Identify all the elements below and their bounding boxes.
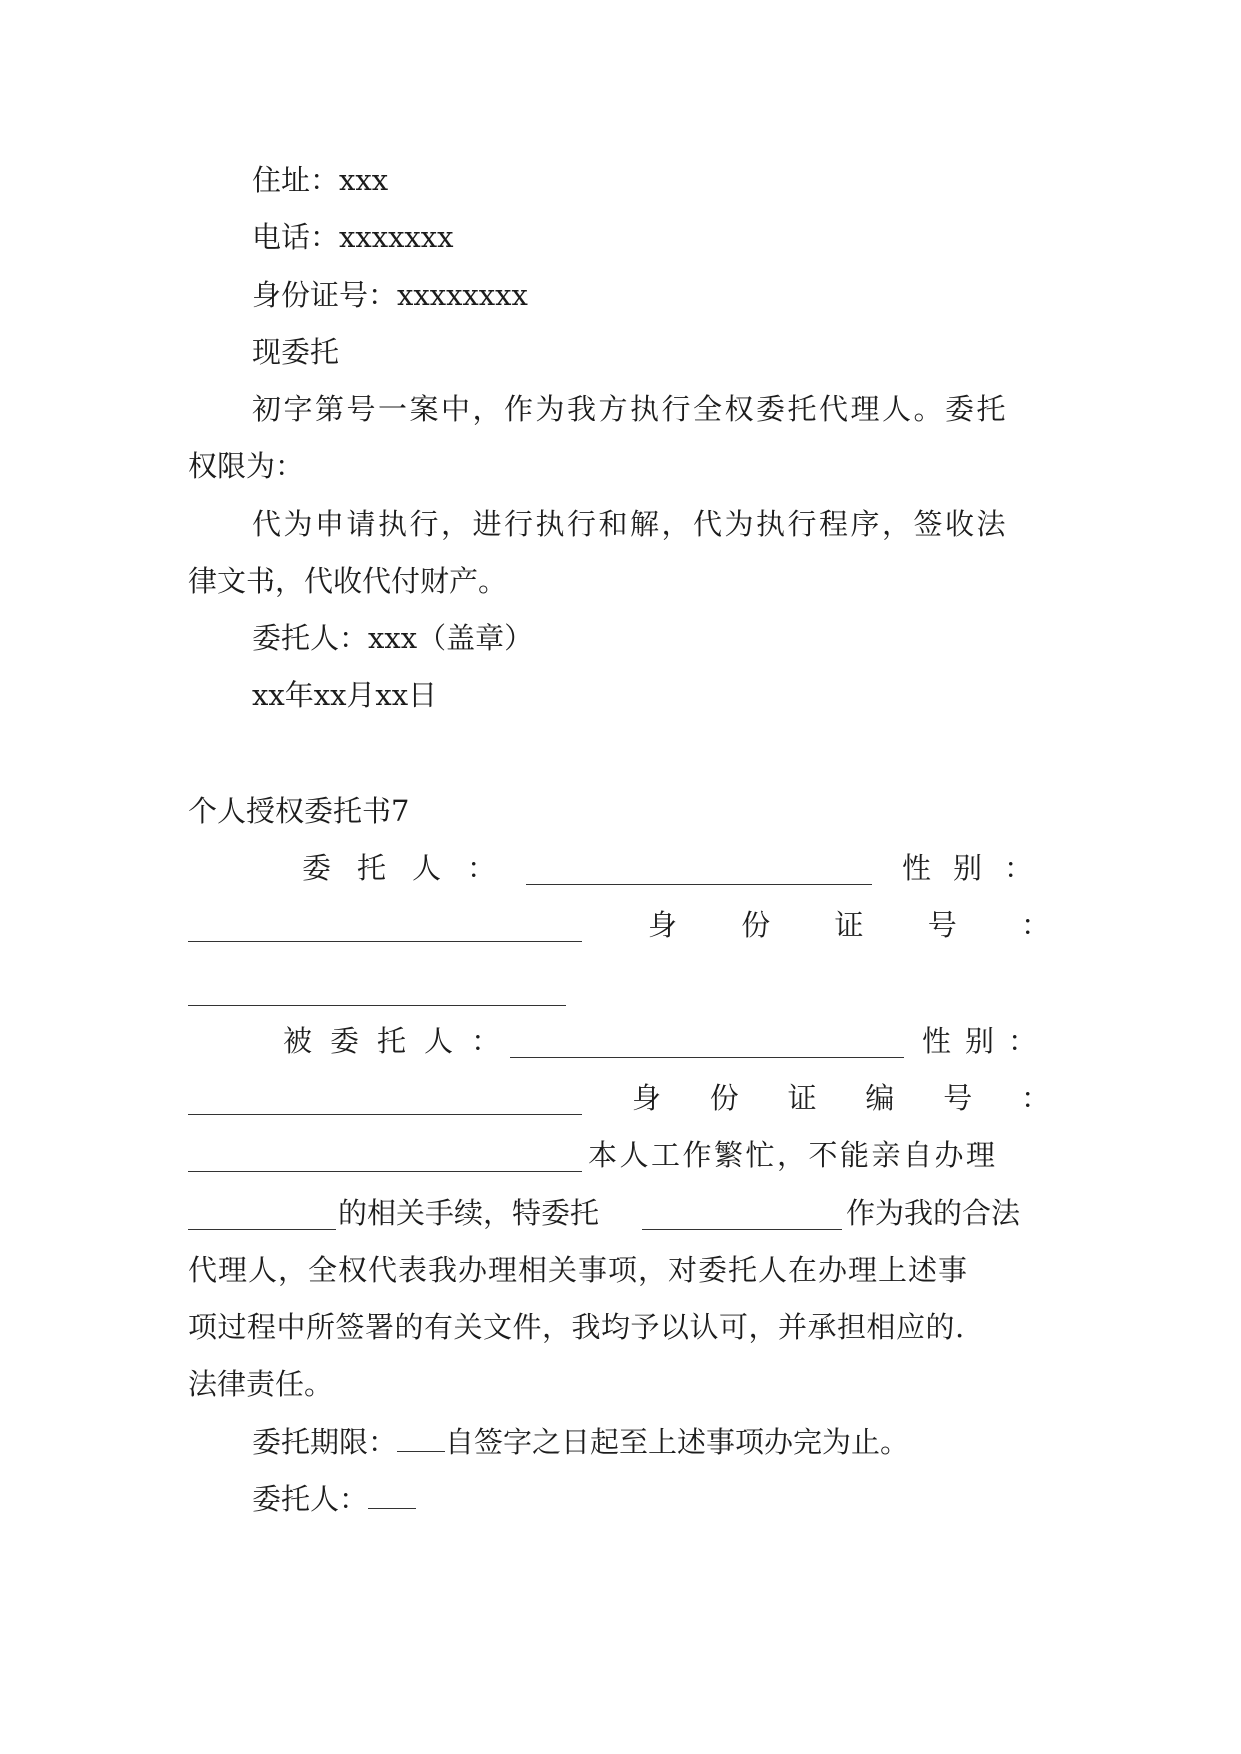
gender-char: 性 — [922, 1024, 952, 1058]
final-sign-blank[interactable] — [368, 1484, 416, 1509]
body-legal-rep-text: 作为我的合法 — [846, 1196, 1021, 1230]
id-char: 份 — [709, 1081, 739, 1115]
principal-char: 委 — [302, 851, 332, 885]
scope-paragraph-line-2: 律文书，代收代付财产。 — [188, 564, 508, 598]
phone-line: 电话：xxxxxxx — [252, 220, 454, 254]
agent-name-blank[interactable] — [510, 1033, 904, 1058]
principal-gender-label — [902, 848, 1033, 888]
id-char: ： — [1020, 1081, 1050, 1115]
id-char: 身 — [648, 908, 678, 942]
id-char: 份 — [741, 908, 771, 942]
sign-date: xx年xx月xx日 — [252, 678, 438, 712]
principal-signature: 委托人：xxx（盖章） — [252, 621, 534, 655]
id-char: 号 — [943, 1081, 973, 1115]
matter-blank[interactable] — [188, 1205, 336, 1230]
final-sign-line — [252, 1479, 416, 1519]
id-char: 编 — [865, 1081, 895, 1115]
body-matter-text: 的相关手续，特委托 — [338, 1196, 600, 1230]
agent-designate-blank[interactable] — [642, 1205, 842, 1230]
agent-gender-blank[interactable] — [188, 1090, 582, 1115]
id-char: ： — [1020, 908, 1050, 942]
body-line-5: 项过程中所签署的有关文件，我均予以认可，并承担相应的. — [188, 1310, 965, 1344]
final-sign-label: 委托人： — [252, 1482, 369, 1516]
agent-char: 人 — [424, 1024, 454, 1058]
id-number-line: 身份证号：xxxxxxxx — [252, 278, 528, 312]
id-char: 号 — [927, 908, 957, 942]
address-line: 住址：xxx — [252, 163, 389, 197]
agent-id-blank[interactable] — [188, 1147, 582, 1172]
agent-char: 委 — [330, 1024, 360, 1058]
agent-id-label — [632, 1078, 1050, 1118]
body-busy-text: 本人工作繁忙，不能亲自办理 — [588, 1138, 998, 1172]
case-paragraph-line-1: 初字第号一案中，作为我方执行全权委托代理人。委托 — [252, 392, 1009, 426]
case-paragraph-line-2: 权限为： — [188, 449, 305, 483]
period-line — [252, 1422, 909, 1462]
principal-char: ： — [467, 851, 497, 885]
period-label: 委托期限： — [252, 1425, 398, 1459]
entrust-intro: 现委托 — [252, 335, 340, 369]
principal-id-blank[interactable] — [188, 981, 566, 1006]
gender-char: 别 — [953, 851, 983, 885]
body-line-6: 法律责任。 — [188, 1367, 334, 1401]
body-line-4: 代理人，全权代表我办理相关事项，对委托人在办理上述事 — [188, 1253, 969, 1287]
section-title: 个人授权委托书7 — [188, 794, 410, 828]
principal-char: 托 — [357, 851, 387, 885]
agent-char: 被 — [283, 1024, 313, 1058]
scope-paragraph-line-1: 代为申请执行，进行执行和解，代为执行程序，签收法 — [252, 507, 1009, 541]
agent-char: 托 — [377, 1024, 407, 1058]
id-char: 证 — [787, 1081, 817, 1115]
principal-name-blank[interactable] — [526, 860, 872, 885]
gender-char: 性 — [902, 851, 932, 885]
principal-id-label — [648, 905, 1050, 945]
period-blank[interactable] — [397, 1427, 445, 1452]
gender-char: 别 — [965, 1024, 995, 1058]
principal-gender-blank[interactable] — [188, 917, 582, 942]
period-text: 自签字之日起至上述事项办完为止。 — [445, 1425, 910, 1459]
agent-label — [283, 1021, 500, 1061]
principal-label — [302, 848, 496, 888]
gender-char: ： — [1008, 1024, 1038, 1058]
id-char: 证 — [834, 908, 864, 942]
gender-char: ： — [1004, 851, 1034, 885]
id-char: 身 — [632, 1081, 662, 1115]
agent-gender-label — [922, 1021, 1037, 1061]
principal-char: 人 — [412, 851, 442, 885]
agent-char: ： — [471, 1024, 501, 1058]
